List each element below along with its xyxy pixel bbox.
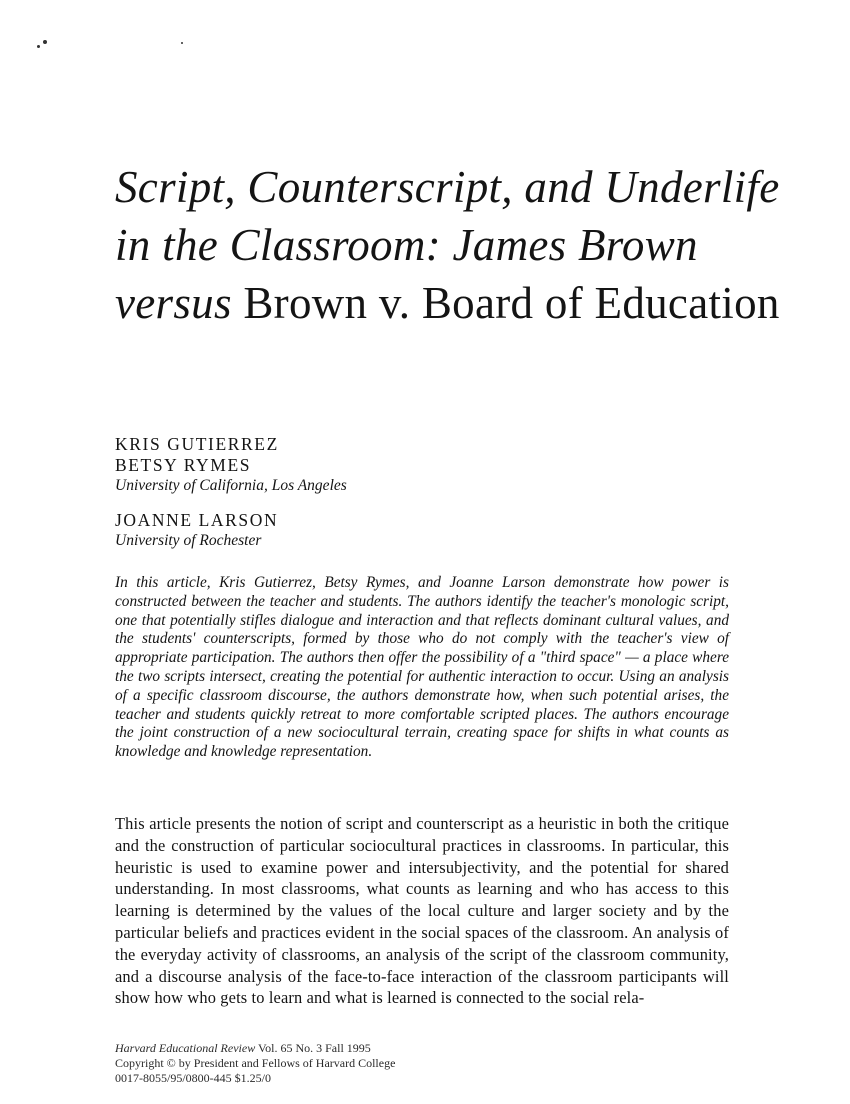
body-text [115,813,729,1009]
author-affiliation: University of California, Los Angeles [115,477,347,494]
title-line-1: Script, Counterscript, and Underlife [115,162,780,212]
title-line-3 [115,276,815,331]
author-name: JOANNE LARSON [115,510,279,530]
copyright-line: Copyright © by President and Fellows of Harvard College [115,1056,396,1070]
title-line-2: in the Classroom: James Brown [115,220,698,270]
scan-speck [43,40,47,44]
article-code: 0017-8055/95/0800-445 $1.25/0 [115,1071,271,1085]
author-block [115,434,735,551]
citation-footer [115,1041,615,1086]
author-affiliation: University of Rochester [115,532,262,549]
abstract [115,574,729,762]
title-versus: versus [115,278,232,328]
journal-issue: Vol. 65 No. 3 Fall 1995 [255,1041,371,1055]
title-case-name: Brown v. Board of Education [231,278,780,328]
abstract-text: In this article, Kris Gutierrez, Betsy Rymes, and Joanne Larson demonstrate how power is constructed between the teacher and students. The authors identify the teacher's monologic script, one that potentially stifles dialogue and interaction and that reflects dominant cultural values, and the students' counterscripts, formed by those who do not comply with the teacher's view of appropriate participation. The authors then offer the possibility of a "third space" — a place where the two scripts intersect, creating the potential for authentic interaction to occur. Using an analysis of a specific classroom discourse, the authors demonstrate how, when such potential arises, the teacher and students quickly retreat to more comfortable scripted places. The authors encourage the joint construction of a new sociocultural terrain, creating space for shifts in what counts as knowledge and knowledge representation. [115,574,729,761]
article-title [115,160,815,334]
author-name: KRIS GUTIERREZ [115,434,279,454]
journal-name: Harvard Educational Review [115,1041,256,1055]
author-name: BETSY RYMES [115,455,252,475]
body-paragraph: This article presents the notion of script and counterscript as a heuristic in both the critique and the construction of particular sociocultural practices in classrooms. In particular, this heuristic is used to examine power and intersubjectivity, and the potential for shared understanding. In most classrooms, what counts as learning and who has access to this learning is determined by the values of the local culture and larger society and by the particular beliefs and practices evident in the social spaces of the classroom. An analysis of the everyday activity of classrooms, an analysis of the script of the classroom community, and a discourse analysis of the face-to-face interaction of the classroom participants will show how who gets to learn and what is learned is connected to the social rela- [115,814,729,1008]
journal-citation [115,1041,615,1056]
scan-speck [181,42,183,44]
scan-speck [37,45,40,48]
